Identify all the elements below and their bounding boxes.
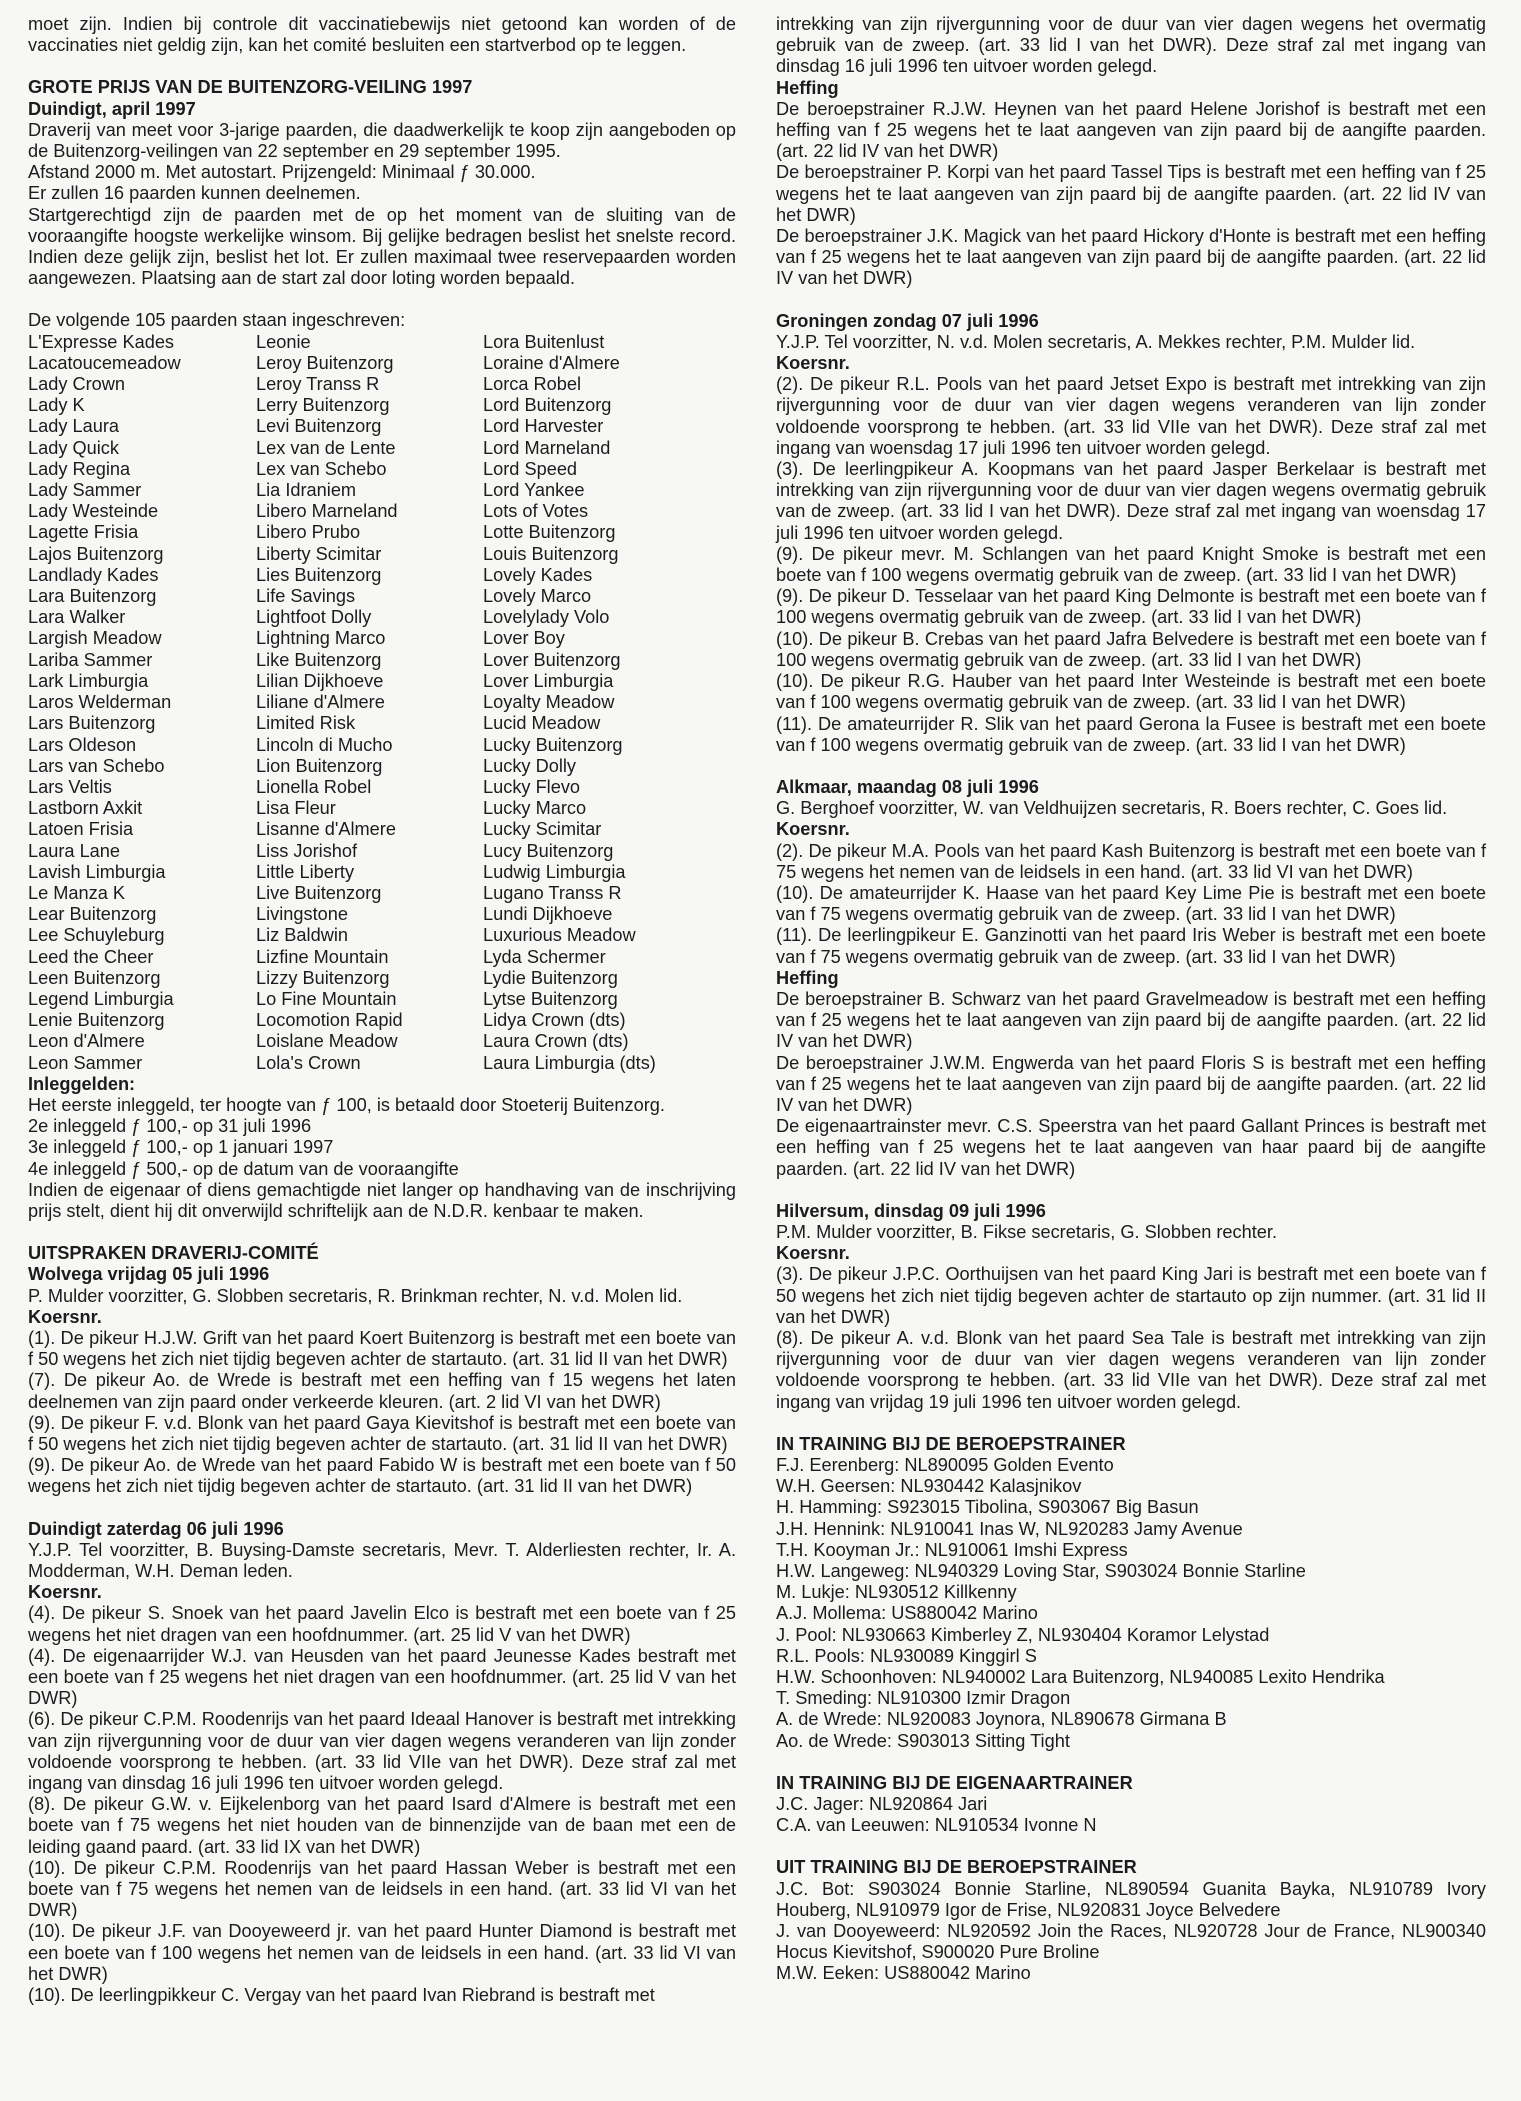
left-column [28,14,736,2006]
ruling-item: (3). De pikeur J.P.C. Oorthuijsen van het paard King Jari is bestraft met een boete van f 50 wegens het zich niet tijdig begeven achter de startauto op zijn nummer. (art. 31 lid II van het DWR) [776,1264,1486,1327]
koersnr-label: Koersnr. [776,353,850,374]
horse-name: Locomotion Rapid [256,1010,403,1031]
hilversum-title: Hilversum, dinsdag 09 juli 1996 [776,1200,1046,1221]
training-line: J. Pool: NL930663 Kimberley Z, NL930404 Koramor Lelystad [776,1624,1270,1645]
koersnr-label: Koersnr. [776,1243,850,1264]
horses-intro: De volgende 105 paarden staan ingeschreven: [28,310,406,331]
horse-name: Lars Buitenzorg [28,713,156,734]
horse-name: Lord Harvester [483,416,604,437]
horse-name: Liss Jorishof [256,840,358,861]
horse-name: Lady Quick [28,437,119,458]
horse-name: Lovely Marco [483,586,592,607]
horse-name: Lugano Transs R [483,882,622,903]
training-line: T. Smeding: NL910300 Izmir Dragon [776,1688,1071,1709]
koersnr-label: Koersnr. [776,819,850,840]
horse-name: Laura Crown (dts) [483,1031,629,1052]
training-line: J.H. Hennink: NL910041 Inas W, NL920283 Jamy Avenue [776,1518,1243,1539]
ruling-item: (1). De pikeur H.J.W. Grift van het paard Koert Buitenzorg is bestraft met een boete van f 50 wegens het zich niet tijdig begeven achter de startauto. (art. 31 lid II van het DWR) [28,1327,736,1370]
horse-name: Libero Marneland [256,501,398,522]
inleg-line: 2e inleggeld ƒ 100,- op 31 juli 1996 [28,1116,312,1137]
horse-name: Loraine d'Almere [483,352,620,373]
heffing-item: De beroepstrainer J.W.M. Engwerda van het paard Floris S is bestraft met een heffing van f 25 wegens het te laat aangeven van zijn paard bij de aangifte paarden. (art. 22 lid IV van het DWR) [776,1052,1486,1115]
ruling-item: (10). De pikeur B. Crebas van het paard Jafra Belvedere is bestraft met een boete van f 100 wegens overmatig gebruik van de zweep. (art. 33 lid I van het DWR) [776,628,1486,670]
horse-name: Lightning Marco [256,628,386,649]
horse-name: Loyalty Meadow [483,692,615,713]
wolvega-title: Wolvega vrijdag 05 juli 1996 [28,1264,270,1285]
inleg-line: Indien de eigenaar of diens gemachtigde niet langer op handhaving van de inschrijving prijs stelt, dient hij dit onverwijld schriftelijk aan de N.D.R. kenbaar te maken. [28,1179,736,1221]
horse-name: Lidya Crown (dts) [483,1010,626,1031]
ruling-item: (4). De eigenaarrijder W.J. van Heusden van het paard Jeunesse Kades bestraft met een boete van f 25 wegens het niet dragen van een hoofdnummer. (art. 25 lid V van het DWR) [28,1645,736,1709]
right-column [776,14,1486,1985]
horse-name: Laura Limburgia (dts) [483,1052,656,1073]
horse-name: Lady Sammer [28,480,142,501]
horse-name: Lear Buitenzorg [28,904,157,925]
horse-name: Lara Buitenzorg [28,586,157,607]
horse-name: Little Liberty [256,861,355,882]
horse-name: Lady Laura [28,416,120,437]
ruling-item: (2). De pikeur R.L. Pools van het paard Jetset Expo is bestraft met intrekking van zijn rijvergunning voor de duur van vier dagen wegens veranderen van lijn zonder voldoende voorsprong te hebben. (art. 33 lid VIIe van het DWR). Deze straf zal met ingang van woensdag 17 juli 1996 ten uitvoer worden gelegd. [776,374,1486,458]
horse-name: Leroy Buitenzorg [256,352,394,373]
horse-name: Lark Limburgia [28,670,149,691]
horse-name: Lover Boy [483,628,565,649]
horse-name: Lars Veltis [28,776,112,797]
horse-name: Leon Sammer [28,1052,143,1073]
horse-name: L'Expresse Kades [28,331,175,352]
horse-name: Liliane d'Almere [256,692,385,713]
inleg-line: 3e inleggeld ƒ 100,- op 1 januari 1997 [28,1137,334,1158]
horse-name: Laura Lane [28,840,121,861]
gp-paragraph: Afstand 2000 m. Met autostart. Prijzengeld: Minimaal ƒ 30.000. [28,162,536,183]
horse-name: Lajos Buitenzorg [28,543,164,564]
heffing-label: Heffing [776,77,839,98]
horse-name: Livingstone [256,904,349,925]
horse-name: Lariba Sammer [28,649,153,670]
training-line: H.W. Langeweg: NL940329 Loving Star, S903024 Bonnie Starline [776,1561,1306,1582]
alkmaar-comite: G. Berghoef voorzitter, W. van Veldhuijzen secretaris, R. Boers rechter, C. Goes lid. [776,798,1448,819]
koersnr-label: Koersnr. [28,1582,102,1603]
horse-list [28,332,736,1074]
horse-name: Life Savings [256,586,356,607]
horse-name: Lex van Schebo [256,458,387,479]
gp-paragraph: Startgerechtigd zijn de paarden met de op het moment van de sluiting van de vooraangifte hoogste werkelijke winsom. Bij gelijke bedragen beslist het snelste record. Indien deze gelijk zijn, beslist het lot. Er zullen maximaal twee reservepaarden worden aangewezen. Plaatsing aan de start zal door loting worden bepaald. [28,204,736,289]
horse-name: Lady Regina [28,458,131,479]
horse-name: Luxurious Meadow [483,925,636,946]
training-beroeps-list [776,1455,1486,1752]
horse-name: Loislane Meadow [256,1031,398,1052]
ruling-item: (7). De pikeur Ao. de Wrede is bestraft met een heffing van f 15 wegens het laten deelnemen van zijn paard onder verkeerde kleuren. (art. 2 lid VI van het DWR) [28,1370,736,1412]
heffing-item: De beroepstrainer R.J.W. Heynen van het paard Helene Jorishof is bestraft met een heffing van f 25 wegens het te laat aangeven van zijn paard bij de aangifte paarden. (art. 22 lid IV van het DWR) [776,98,1486,162]
training-line: H.W. Schoonhoven: NL940002 Lara Buitenzorg, NL940085 Lexito Hendrika [776,1667,1385,1688]
heffing-item: De beroepstrainer J.K. Magick van het paard Hickory d'Honte is bestraft met een heffing van f 25 wegens het te laat aangeven van zijn paard bij de aangifte paarden. (art. 22 lid IV van het DWR) [776,226,1486,289]
ruling-item: (9). De pikeur D. Tesselaar van het paard King Delmonte is bestraft met een boete van f 100 wegens overmatig gebruik van de zweep. (art. 33 lid I van het DWR) [776,586,1486,628]
wolvega-comite: P. Mulder voorzitter, G. Slobben secretaris, R. Brinkman rechter, N. v.d. Molen lid. [28,1285,683,1306]
horse-name: Leonie [256,331,311,352]
gp-paragraph: Draverij van meet voor 3-jarige paarden, die daadwerkelijk te koop zijn aangeboden op de Buitenzorg-veilingen van 22 september en 29 september 1995. [28,119,736,162]
ruling-item: (6). De pikeur C.P.M. Roodenrijs van het paard Ideaal Hanover is bestraft met intrekking van zijn rijvergunning voor de duur van vier dagen wegens veranderen van lijn zonder voldoende voorsprong te hebben. (art. 33 lid VIIe van het DWR). Deze straf zal met ingang van dinsdag 16 juli 1996 ten uitvoer worden gelegd. [28,1709,736,1794]
horse-name: Lex van de Lente [256,437,396,458]
horse-name: Lord Marneland [483,437,611,458]
horse-name: Lo Fine Mountain [256,988,397,1009]
horse-name: Lacatoucemeadow [28,352,181,373]
horse-name: Lizzy Buitenzorg [256,967,390,988]
horse-name: Lies Buitenzorg [256,564,382,585]
training-beroeps-title: IN TRAINING BIJ DE BEROEPSTRAINER [776,1433,1126,1454]
horse-name: Lagette Frisia [28,522,139,543]
horse-name: Libero Prubo [256,522,361,543]
horse-name: Lincoln di Mucho [256,734,393,755]
continued-paragraph: intrekking van zijn rijvergunning voor de duur van vier dagen wegens het overmatig gebruik van de zweep. (art. 33 lid I van het DWR). Deze straf zal met ingang van dinsdag 16 juli 1996 ten uitvoer worden gelegd. [776,14,1486,77]
duindigt-title: Duindigt zaterdag 06 juli 1996 [28,1518,284,1539]
horse-name: Lia Idraniem [256,480,357,501]
ruling-item: (11). De leerlingpikeur E. Ganzinotti van het paard Iris Weber is bestraft met een boete van f 75 wegens overmatig gebruik van de zweep. (art. 33 lid I van het DWR) [776,925,1486,967]
horse-name: Lucy Buitenzorg [483,840,614,861]
ruling-item: (10). De amateurrijder K. Haase van het paard Key Lime Pie is bestraft met een boete van f 75 wegens overmatig gebruik van de zweep. (art. 33 lid I van het DWR) [776,882,1486,925]
horse-name: Live Buitenzorg [256,882,382,903]
training-line: H. Hamming: S923015 Tibolina, S903067 Big Basun [776,1497,1199,1518]
ruling-item: (9). De pikeur Ao. de Wrede van het paard Fabido W is bestraft met een boete van f 50 wegens het zich niet tijdig begeven achter de startauto. (art. 31 lid II van het DWR) [28,1455,736,1497]
horse-name: Lightfoot Dolly [256,607,372,628]
training-eigenaar-title: IN TRAINING BIJ DE EIGENAARTRAINER [776,1772,1133,1793]
horse-name: Lydie Buitenzorg [483,967,618,988]
horse-name: Lundi Dijkhoeve [483,904,613,925]
horse-name: Lionella Robel [256,776,372,797]
horse-name: Lee Schuyleburg [28,925,165,946]
heffing-item: De beroepstrainer P. Korpi van het paard Tassel Tips is bestraft met een heffing van f 25 wegens het te laat aangeven van zijn paard bij de aangifte paarden. (art. 22 lid IV van het DWR) [776,162,1486,225]
alkmaar-title: Alkmaar, maandag 08 juli 1996 [776,776,1039,797]
gp-title: GROTE PRIJS VAN DE BUITENZORG-VEILING 1997 [28,77,473,98]
ruling-item: (10). De leerlingpikkeur C. Vergay van het paard Ivan Riebrand is bestraft met [28,1985,655,2006]
ruling-item: (4). De pikeur S. Snoek van het paard Javelin Elco is bestraft met een boete van f 25 wegens het niet dragen van een hoofdnummer. (art. 25 lid V van het DWR) [28,1603,736,1645]
horse-name: Lerry Buitenzorg [256,395,390,416]
inleg-line: 4e inleggeld ƒ 500,- op de datum van de vooraangifte [28,1158,459,1179]
horse-name: Lastborn Axkit [28,798,143,819]
training-line: C.A. van Leeuwen: NL910534 Ivonne N [776,1815,1097,1836]
horse-name: Lucky Marco [483,798,587,819]
ruling-item: (8). De pikeur G.W. v. Eijkelenborg van het paard Isard d'Almere is bestraft met een boete van f 75 wegens het niet houden van de binnenzijde van de baan met een de leiding gaand paard. (art. 33 lid IX van het DWR) [28,1794,736,1857]
ruling-item: (3). De leerlingpikeur A. Koopmans van het paard Jasper Berkelaar is bestraft met intrekking van zijn rijvergunning voor de duur van vier dagen wegens overmatig gebruik van de zweep. (art. 33 lid I van het DWR). Deze straf zal met ingang van woensdag 17 juli 1996 ten uitvoer worden gelegd. [776,459,1486,543]
horse-name: Lucky Scimitar [483,819,602,840]
ruling-item: (10). De pikeur J.F. van Dooyeweerd jr. van het paard Hunter Diamond is bestraft met een boete van f 100 wegens het nemen van de leidsels in een hand. (art. 33 lid VI van het DWR) [28,1921,736,1984]
horse-name: Lytse Buitenzorg [483,988,618,1009]
horse-name: Lots of Votes [483,501,589,522]
horse-name: Lord Yankee [483,480,585,501]
horse-name: Laros Welderman [28,692,172,713]
horse-name: Lorca Robel [483,374,582,395]
training-line: F.J. Eerenberg: NL890095 Golden Evento [776,1455,1114,1475]
horse-name: Lara Walker [28,607,126,628]
horse-name: Lotte Buitenzorg [483,522,616,543]
training-line: Ao. de Wrede: S903013 Sitting Tight [776,1730,1070,1751]
hilversum-comite: P.M. Mulder voorzitter, B. Fikse secretaris, G. Slobben rechter. [776,1221,1278,1242]
horse-name: Lady Crown [28,374,126,395]
ruling-item: (8). De pikeur A. v.d. Blonk van het paard Sea Tale is bestraft met intrekking van zijn rijvergunning voor de duur van vier dagen wegens veranderen van lijn zonder voldoende voorsprong te hebben. (art. 33 lid VIIe van het DWR). Deze straf zal met ingang van vrijdag 19 juli 1996 ten uitvoer worden gelegd. [776,1327,1486,1412]
uit-training-title: UIT TRAINING BIJ DE BEROEPSTRAINER [776,1857,1137,1878]
horse-name: Leon d'Almere [28,1031,145,1052]
groningen-title: Groningen zondag 07 juli 1996 [776,310,1039,331]
horse-name: Largish Meadow [28,628,162,649]
training-line: M.W. Eeken: US880042 Marino [776,1963,1031,1984]
horse-name: Lenie Buitenzorg [28,1010,165,1031]
koersnr-label: Koersnr. [28,1306,102,1327]
horse-name: Lavish Limburgia [28,861,166,882]
horse-name: Lover Buitenzorg [483,649,621,670]
horse-name: Ludwig Limburgia [483,861,626,882]
horse-name: Lion Buitenzorg [256,755,383,776]
horse-name: Landlady Kades [28,564,159,585]
horse-name: Lord Speed [483,458,578,479]
horse-name: Leroy Transs R [256,374,380,395]
horse-name: Lisanne d'Almere [256,819,396,840]
training-line: A. de Wrede: NL920083 Joynora, NL890678 Girmana B [776,1709,1227,1730]
horse-name: Lars Oldeson [28,734,137,755]
training-line: W.H. Geersen: NL930442 Kalasjnikov [776,1476,1082,1497]
horse-name: Lady K [28,395,85,416]
horse-name: Lisa Fleur [256,798,336,819]
training-line: J.C. Bot: S903024 Bonnie Starline, NL890594 Guanita Bayka, NL910789 Ivory Houberg, NL910979 Igor de Frise, NL920831 Joyce Belvedere [776,1878,1486,1920]
horse-name: Like Buitenzorg [256,649,382,670]
ruling-item: (10). De pikeur C.P.M. Roodenrijs van het paard Hassan Weber is bestraft met een boete van f 75 wegens het nemen van de leidsels in een hand. (art. 33 lid VI van het DWR) [28,1857,736,1921]
horse-name: Lora Buitenlust [483,331,605,352]
training-line: M. Lukje: NL930512 Killkenny [776,1582,1017,1603]
horse-name: Leen Buitenzorg [28,967,161,988]
horse-name: Legend Limburgia [28,988,174,1009]
ruling-item: (9). De pikeur mevr. M. Schlangen van het paard Knight Smoke is bestraft met een boete van f 100 wegens overmatig gebruik van de zweep. (art. 33 lid I van het DWR) [776,543,1486,586]
horse-name: Lizfine Mountain [256,946,389,967]
intro-paragraph: moet zijn. Indien bij controle dit vaccinatiebewijs niet getoond kan worden of de vaccinaties niet geldig zijn, kan het comité besluiten een startverbod op te leggen. [28,14,736,56]
training-line: A.J. Mollema: US880042 Marino [776,1603,1038,1624]
horse-name: Liz Baldwin [256,925,348,946]
horse-name: Limited Risk [256,713,356,734]
gp-paragraph: Er zullen 16 paarden kunnen deelnemen. [28,183,361,204]
horse-name: Lovely Kades [483,564,593,585]
horse-name: Leed the Cheer [28,946,154,967]
heffing-item: De beroepstrainer B. Schwarz van het paard Gravelmeadow is bestraft met een heffing van f 25 wegens het te laat aangeven van zijn paard bij de aangifte paarden. (art. 22 lid IV van het DWR) [776,988,1486,1052]
horse-name: Levi Buitenzorg [256,416,382,437]
horse-name: Lucky Buitenzorg [483,734,623,755]
training-eigenaar-list [776,1794,1486,1836]
horse-name: Lucky Dolly [483,755,576,776]
training-line: T.H. Kooyman Jr.: NL910061 Imshi Express [776,1539,1128,1560]
groningen-comite: Y.J.P. Tel voorzitter, N. v.d. Molen secretaris, A. Mekkes rechter, P.M. Mulder lid. [776,331,1416,352]
inleg-title: Inleggelden: [28,1073,136,1094]
horse-name: Lyda Schermer [483,946,606,967]
horse-name: Lola's Crown [256,1052,361,1073]
gp-subtitle: Duindigt, april 1997 [28,98,196,119]
ruling-item: (9). De pikeur F. v.d. Blonk van het paard Gaya Kievitshof is bestraft met een boete van f 50 wegens het zich niet tijdig begeven achter de startauto. (art. 31 lid II van het DWR) [28,1412,736,1454]
horse-name: Louis Buitenzorg [483,543,619,564]
horse-name: Lucky Flevo [483,776,581,797]
duindigt-comite: Y.J.P. Tel voorzitter, B. Buysing-Damste secretaris, Mevr. T. Alderliesten rechter, Ir. A. Modderman, W.H. Deman leden. [28,1539,736,1582]
horse-name: Lars van Schebo [28,755,165,776]
horse-name: Le Manza K [28,882,126,903]
ruling-item: (10). De pikeur R.G. Hauber van het paard Inter Westeinde is bestraft met een boete van f 100 wegens overmatig gebruik van de zweep. (art. 33 lid I van het DWR) [776,671,1486,713]
horse-name: Lovelylady Volo [483,607,610,628]
horse-name: Lady Westeinde [28,501,159,522]
ruling-item: (2). De pikeur M.A. Pools van het paard Kash Buitenzorg is bestraft met een boete van f 75 wegens het nemen van de leidsels in een hand. (art. 33 lid VI van het DWR) [776,840,1486,882]
inleg-line: Het eerste inleggeld, ter hoogte van ƒ 100, is betaald door Stoeterij Buitenzorg. [28,1094,665,1115]
horse-name: Latoen Frisia [28,819,134,840]
training-line: J.C. Jager: NL920864 Jari [776,1794,988,1815]
training-line: R.L. Pools: NL930089 Kinggirl S [776,1645,1037,1666]
horse-name: Lucid Meadow [483,713,601,734]
uitspraken-title: UITSPRAKEN DRAVERIJ-COMITÉ [28,1243,319,1264]
horse-name: Lover Limburgia [483,670,614,691]
training-line: J. van Dooyeweerd: NL920592 Join the Races, NL920728 Jour de France, NL900340 Hocus Kievitshof, S900020 Pure Broline [776,1921,1486,1963]
horse-name: Liberty Scimitar [256,543,382,564]
heffing-item: De eigenaartrainster mevr. C.S. Speerstra van het paard Gallant Princes is bestraft met een heffing van f 25 wegens het te laat aangeven van haar paard bij de aangifte paarden. (art. 22 lid IV van het DWR) [776,1116,1486,1179]
ruling-item: (11). De amateurrijder R. Slik van het paard Gerona la Fusee is bestraft met een boete van f 100 wegens overmatig gebruik van de zweep. (art. 33 lid I van het DWR) [776,713,1486,755]
horse-name: Lord Buitenzorg [483,395,612,416]
horse-name: Lilian Dijkhoeve [256,670,384,691]
uit-training-list [776,1879,1486,1985]
heffing-label: Heffing [776,967,839,988]
